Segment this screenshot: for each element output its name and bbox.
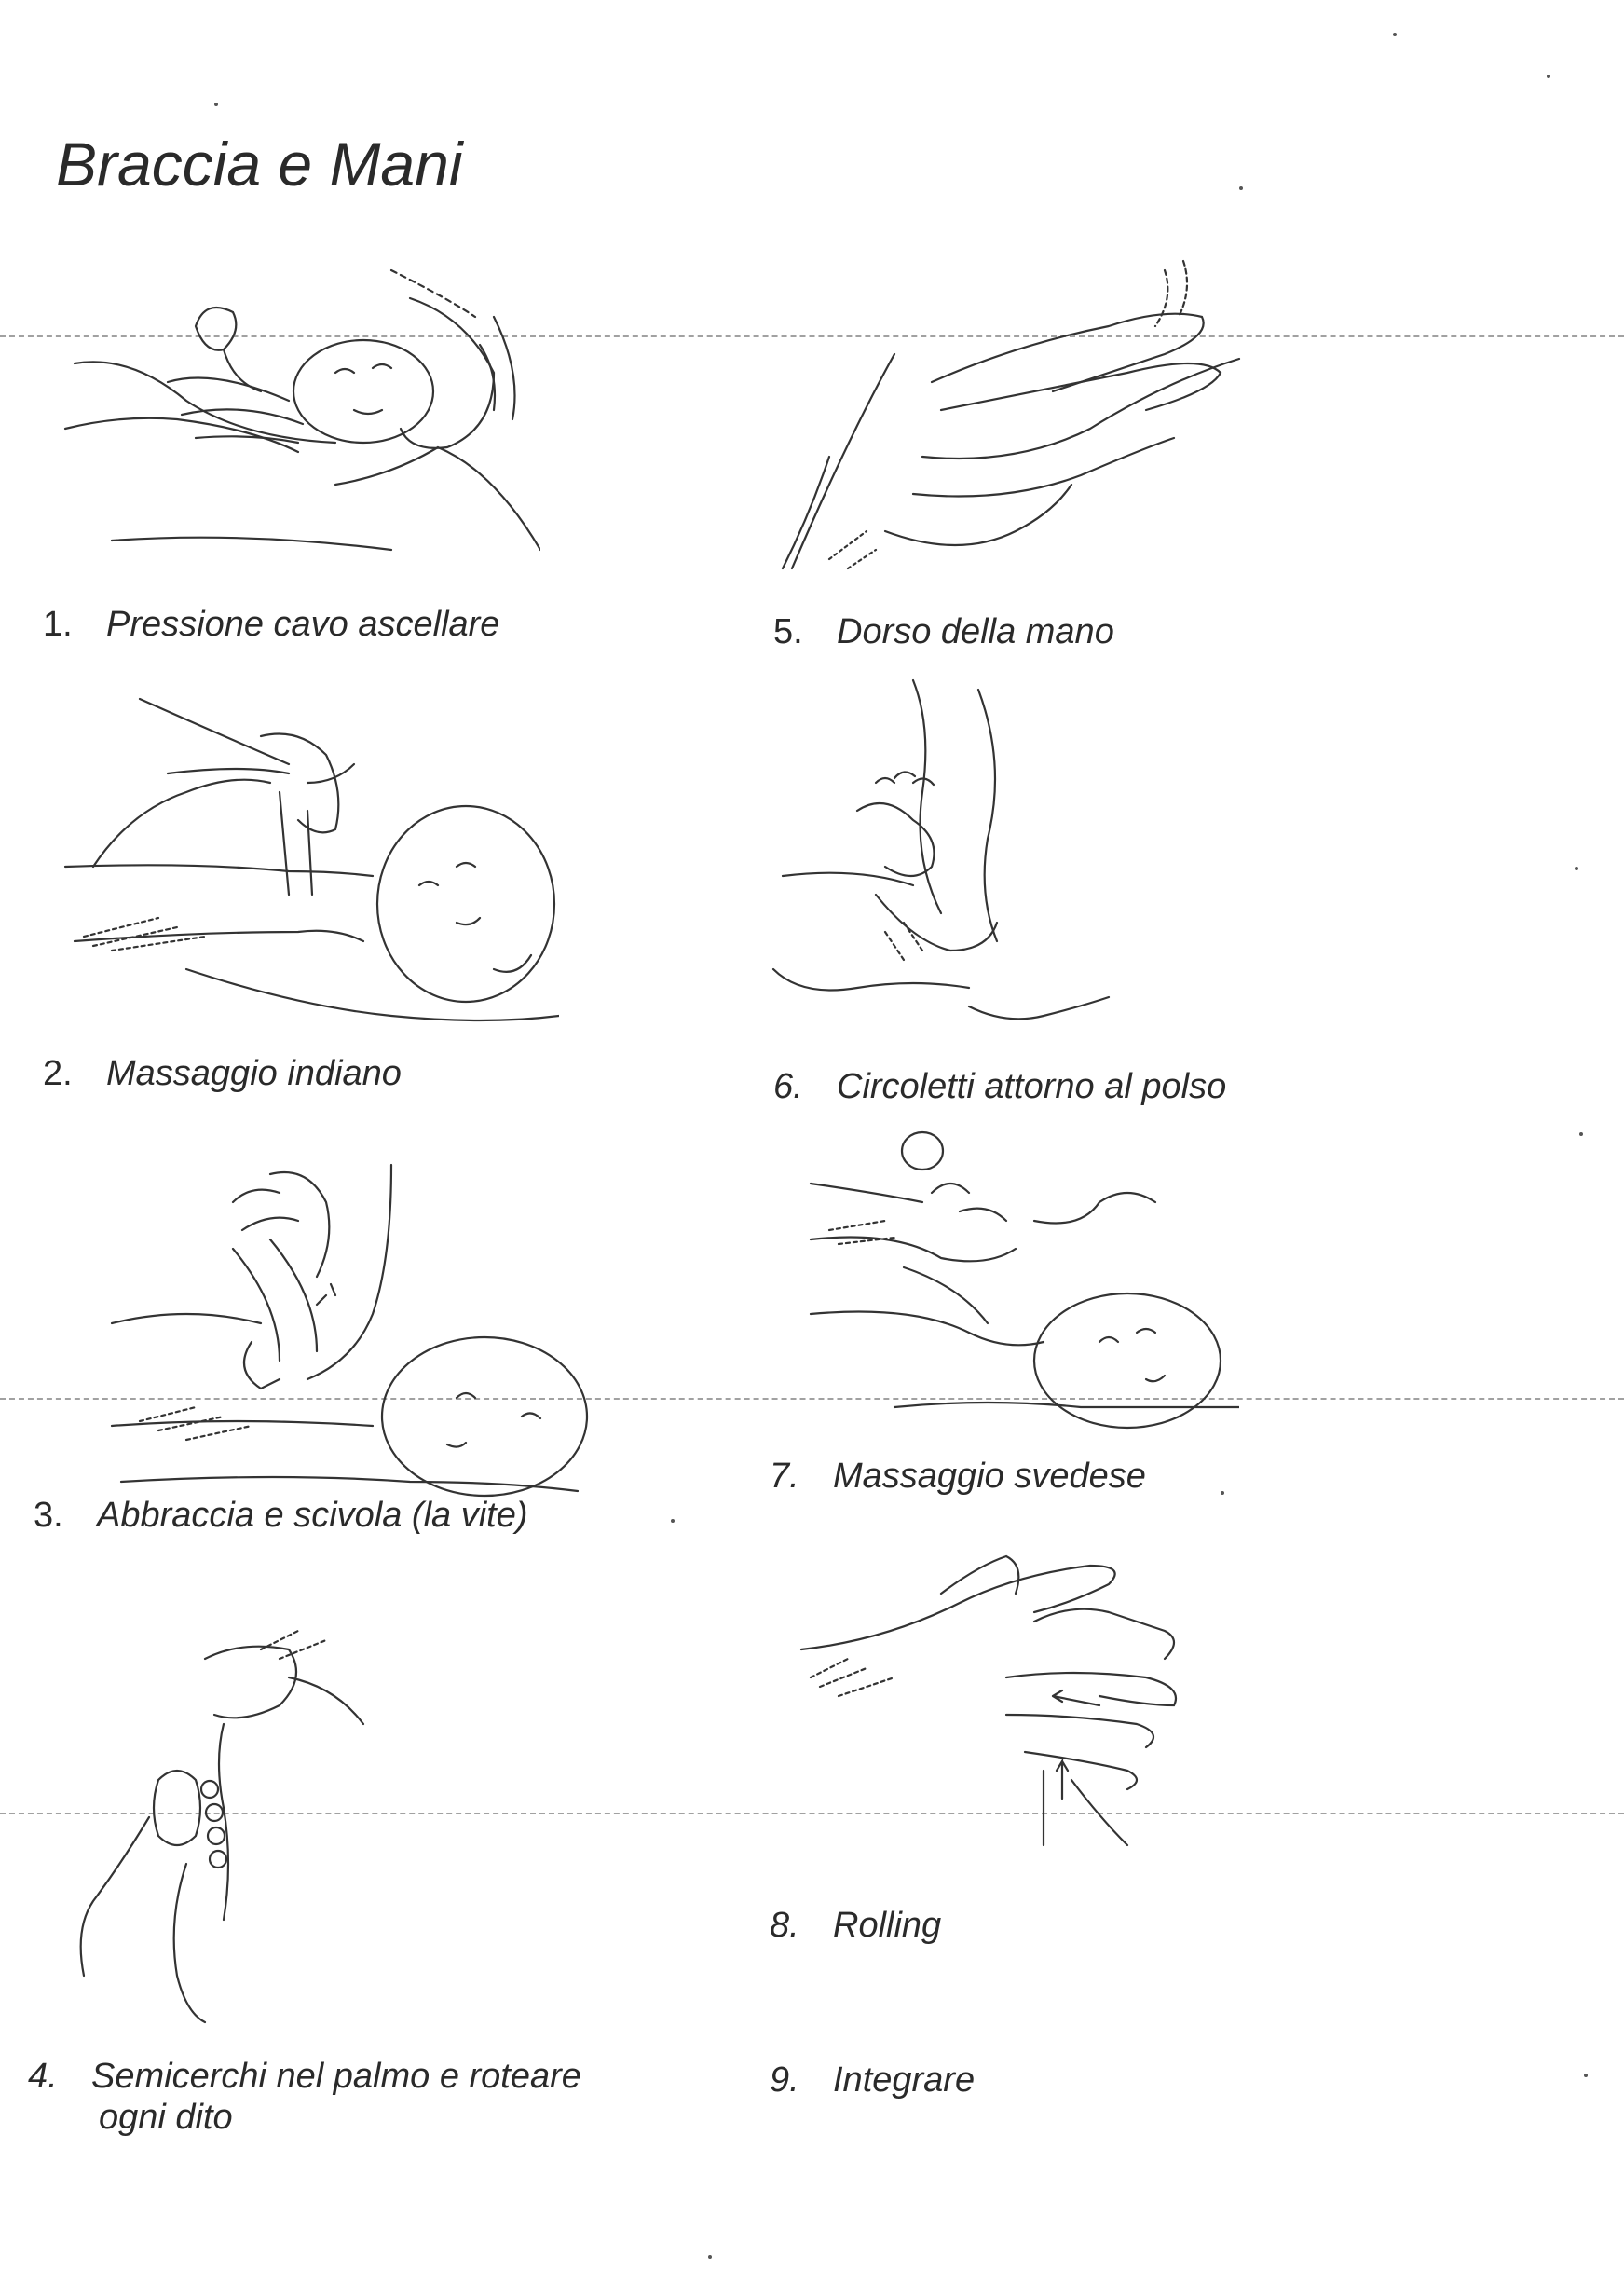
page-title: Braccia e Mani bbox=[56, 130, 463, 198]
technique-number: 1. bbox=[43, 605, 73, 644]
arm-twist-illustration-icon bbox=[93, 1146, 596, 1500]
technique-9-caption bbox=[770, 2060, 975, 2101]
technique-3-caption bbox=[34, 1495, 528, 1536]
technique-label: Pressione cavo ascellare bbox=[106, 605, 500, 644]
technique-label: Integrare bbox=[833, 2060, 976, 2100]
technique-2-caption bbox=[43, 1053, 402, 1094]
scan-speck bbox=[214, 103, 218, 106]
back-of-hand-illustration-icon bbox=[773, 252, 1258, 596]
scan-speck bbox=[1575, 867, 1578, 870]
scan-speck bbox=[1547, 75, 1550, 78]
technique-label-continuation: ogni dito bbox=[99, 2098, 233, 2137]
baby-arm-indian-massage-illustration-icon bbox=[56, 680, 559, 1034]
technique-5-caption bbox=[773, 611, 1114, 652]
technique-label: Circoletti attorno al polso bbox=[837, 1067, 1227, 1106]
technique-label: Rolling bbox=[833, 1906, 942, 1945]
technique-label: Abbraccia e scivola (la vite) bbox=[97, 1496, 528, 1535]
technique-number: 3. bbox=[34, 1496, 63, 1535]
technique-label: Massaggio svedese bbox=[833, 1457, 1146, 1496]
baby-armpit-illustration-icon bbox=[56, 261, 540, 568]
palm-fingers-illustration-icon bbox=[56, 1622, 391, 2032]
scan-speck bbox=[1393, 33, 1397, 36]
technique-label: Dorso della mano bbox=[837, 612, 1114, 651]
technique-4-caption bbox=[28, 2056, 581, 2138]
technique-number: 5. bbox=[773, 612, 803, 651]
scan-speck bbox=[708, 2255, 712, 2259]
technique-number: 8. bbox=[770, 1906, 799, 1945]
technique-label: Semicerchi nel palmo e roteare bbox=[91, 2057, 581, 2096]
scan-speck bbox=[1239, 186, 1243, 190]
technique-number: 6. bbox=[773, 1067, 803, 1106]
technique-number: 2. bbox=[43, 1054, 73, 1093]
technique-label: Massaggio indiano bbox=[106, 1054, 402, 1093]
technique-7-caption bbox=[770, 1456, 1146, 1497]
technique-number: 7. bbox=[770, 1457, 799, 1496]
technique-6-caption bbox=[773, 1066, 1226, 1107]
scan-speck bbox=[671, 1519, 675, 1523]
scan-speck bbox=[1584, 2074, 1588, 2077]
scan-speck bbox=[1579, 1132, 1583, 1136]
technique-number: 9. bbox=[770, 2060, 799, 2100]
technique-number: 4. bbox=[28, 2057, 58, 2096]
technique-1-caption bbox=[43, 604, 499, 645]
scan-speck bbox=[1221, 1491, 1224, 1495]
technique-8-caption bbox=[770, 1905, 941, 1946]
rolling-illustration-icon bbox=[792, 1538, 1221, 1882]
wrist-circles-illustration-icon bbox=[764, 671, 1118, 1053]
swedish-massage-illustration-icon bbox=[801, 1128, 1239, 1444]
